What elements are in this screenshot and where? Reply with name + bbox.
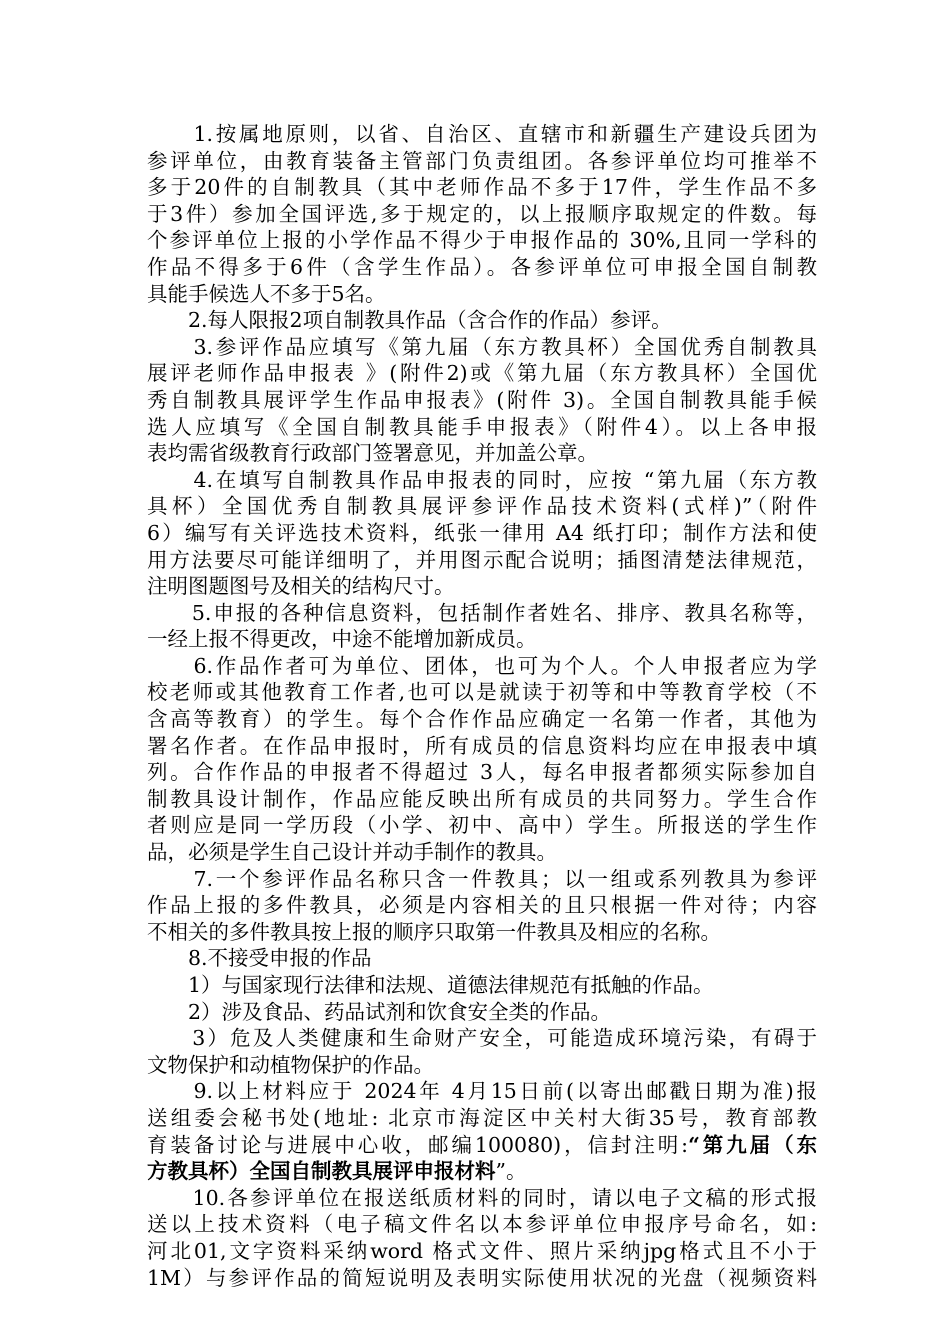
text-line: [147, 334, 817, 361]
line-text: 3）危及人类健康和生命财产安全，可能造成环境污染，有碍于: [147, 1026, 817, 1051]
text-line: [147, 467, 817, 494]
text-line: [147, 919, 817, 946]
document-body: [147, 121, 817, 1291]
text-line: [147, 227, 817, 254]
line-text: ”。: [495, 1159, 527, 1184]
line-text: 送以上技术资料（电子稿文件名以本参评单位申报序号命名，如:: [147, 1212, 817, 1237]
line-text: 选人应填写《全国自制教具能手申报表》（附件4）。以上各申报: [147, 414, 817, 439]
line-text: 列。合作作品的申报者不得超过 3人，每名申报者都须实际参加自: [147, 760, 817, 785]
text-line: [147, 440, 817, 467]
line-text: 10.各参评单位在报送纸质材料的同时，请以电子文稿的形式报: [147, 1185, 817, 1210]
text-line: [147, 1211, 817, 1238]
text-line: [147, 1238, 817, 1265]
text-line: [147, 1078, 817, 1105]
text-line: [147, 679, 817, 706]
line-text: 不相关的多件教具按上报的顺序只取第一件教具及相应的名称。: [147, 919, 721, 944]
line-text: 具能手候选人不多于5名。: [147, 281, 386, 306]
text-line: [147, 786, 817, 813]
text-line: [147, 573, 817, 600]
text-line: [147, 387, 817, 414]
line-text: 9.以上材料应于 2024年 4月15日前(以寄出邮戳日期为准)报: [147, 1079, 817, 1104]
text-line: [147, 201, 817, 228]
line-text: 4.在填写自制教具作品申报表的同时，应按 “第九届（东方教: [147, 467, 817, 492]
text-line: [147, 520, 817, 547]
line-text: 1M）与参评作品的简短说明及表明实际使用状况的光盘（视频资料: [147, 1265, 817, 1290]
line-text: 用方法要尽可能详细明了，并用图示配合说明；插图清楚法律规范，: [147, 547, 817, 572]
text-line: [147, 866, 817, 893]
line-text: 育装备讨论与进展中心收，邮编100080)，信封注明:: [147, 1132, 689, 1157]
text-line: [147, 121, 817, 148]
text-line: [147, 148, 817, 175]
text-line: [147, 1132, 817, 1159]
text-line: [147, 1052, 817, 1079]
line-text: 文物保护和动植物保护的作品。: [147, 1052, 434, 1077]
line-text: 制教具设计制作，作品应能反映出所有成员的共同努力。学生合作: [147, 786, 817, 811]
text-line: [147, 1025, 817, 1052]
text-line: [147, 1105, 817, 1132]
line-text: 作品不得多于6件（含学生作品）。各参评单位可申报全国自制教: [147, 254, 817, 279]
text-line: [147, 414, 817, 441]
text-line: [147, 307, 817, 334]
line-text: 5.申报的各种信息资料，包括制作者姓名、排序、教具名称等，: [147, 600, 817, 625]
text-line: [147, 972, 817, 999]
line-text: 作品上报的多件教具，必须是内容相关的且只根据一件对待；内容: [147, 893, 817, 918]
line-text: 6）编写有关评选技术资料，纸张一律用 A4 纸打印；制作方法和使: [147, 520, 817, 545]
bold-text: 方教具杯）全国自制教具展评申报材料: [147, 1159, 496, 1184]
text-line: [147, 759, 817, 786]
text-line: [147, 360, 817, 387]
line-text: 参评单位，由教育装备主管部门负责组团。各参评单位均可推举不: [147, 148, 817, 173]
line-text: 者则应是同一学历段（小学、初中、高中）学生。所报送的学生作: [147, 813, 817, 838]
line-text: 署名作者。在作品申报时，所有成员的信息资料均应在申报表中填: [147, 733, 817, 758]
text-line: [147, 1158, 817, 1185]
line-text: 校老师或其他教育工作者,也可以是就读于初等和中等教育学校（不: [147, 680, 817, 705]
text-line: [147, 254, 817, 281]
line-text: 于3件）参加全国评选,多于规定的，以上报顺序取规定的件数。每: [147, 201, 817, 226]
text-line: [147, 706, 817, 733]
line-text: 1.按属地原则，以省、自治区、直辖市和新疆生产建设兵团为: [147, 122, 817, 146]
text-line: [147, 653, 817, 680]
line-text: 品，必须是学生自己设计并动手制作的教具。: [147, 840, 557, 865]
text-line: [147, 1185, 817, 1212]
text-line: [147, 892, 817, 919]
line-text: 1）与国家现行法律和法规、道德法律规范有抵触的作品。: [147, 973, 714, 997]
line-text: 河北01,文字资料采纳word 格式文件、照片采纳jpg格式且不小于: [147, 1238, 817, 1263]
line-text: 注明图题图号及相关的结构尺寸。: [147, 574, 455, 599]
text-line: [147, 812, 817, 839]
line-text: 一经上报不得更改，中途不能增加新成员。: [147, 627, 537, 652]
text-line: [147, 945, 817, 972]
line-text: 7.一个参评作品名称只含一件教具；以一组或系列教具为参评: [147, 866, 817, 891]
line-text: 8.不接受申报的作品: [147, 946, 372, 971]
text-line: [147, 281, 817, 308]
line-text: 2）涉及食品、药品试剂和饮食安全类的作品。: [147, 999, 612, 1024]
text-line: [147, 547, 817, 574]
text-line: [147, 1265, 817, 1292]
line-text: 2.每人限报2项自制教具作品（含合作的作品）参评。: [147, 308, 672, 333]
text-line: [147, 839, 817, 866]
line-text: 多于20件的自制教具（其中老师作品不多于17件，学生作品不多: [147, 175, 817, 200]
line-text: 送组委会秘书处(地址: 北京市海淀区中关村大街35号，教育部教: [147, 1105, 817, 1130]
text-line: [147, 600, 817, 627]
line-text: 3.参评作品应填写《第九届（东方教具杯）全国优秀自制教具: [147, 334, 817, 359]
text-line: [147, 174, 817, 201]
text-line: [147, 626, 817, 653]
line-text: 秀自制教具展评学生作品申报表》(附件 3)。全国自制教具能手候: [147, 387, 817, 412]
line-text: 含高等教育）的学生。每个合作作品应确定一名第一作者，其他为: [147, 707, 817, 732]
text-line: [147, 493, 817, 520]
text-line: [147, 733, 817, 760]
text-line: [147, 999, 817, 1026]
line-text: 展评老师作品申报表 》(附件2)或《第九届（东方教具杯）全国优: [147, 361, 817, 386]
bold-text: “第九届（东: [688, 1132, 817, 1157]
line-text: 具杯）全国优秀自制教具展评参评作品技术资料(式样)”（附件: [147, 494, 817, 519]
line-text: 个参评单位上报的小学作品不得少于申报作品的 30%,且同一学科的: [147, 228, 817, 253]
line-text: 表均需省级教育行政部门签署意见，并加盖公章。: [147, 441, 598, 466]
line-text: 6.作品作者可为单位、团体，也可为个人。个人申报者应为学: [147, 653, 817, 678]
